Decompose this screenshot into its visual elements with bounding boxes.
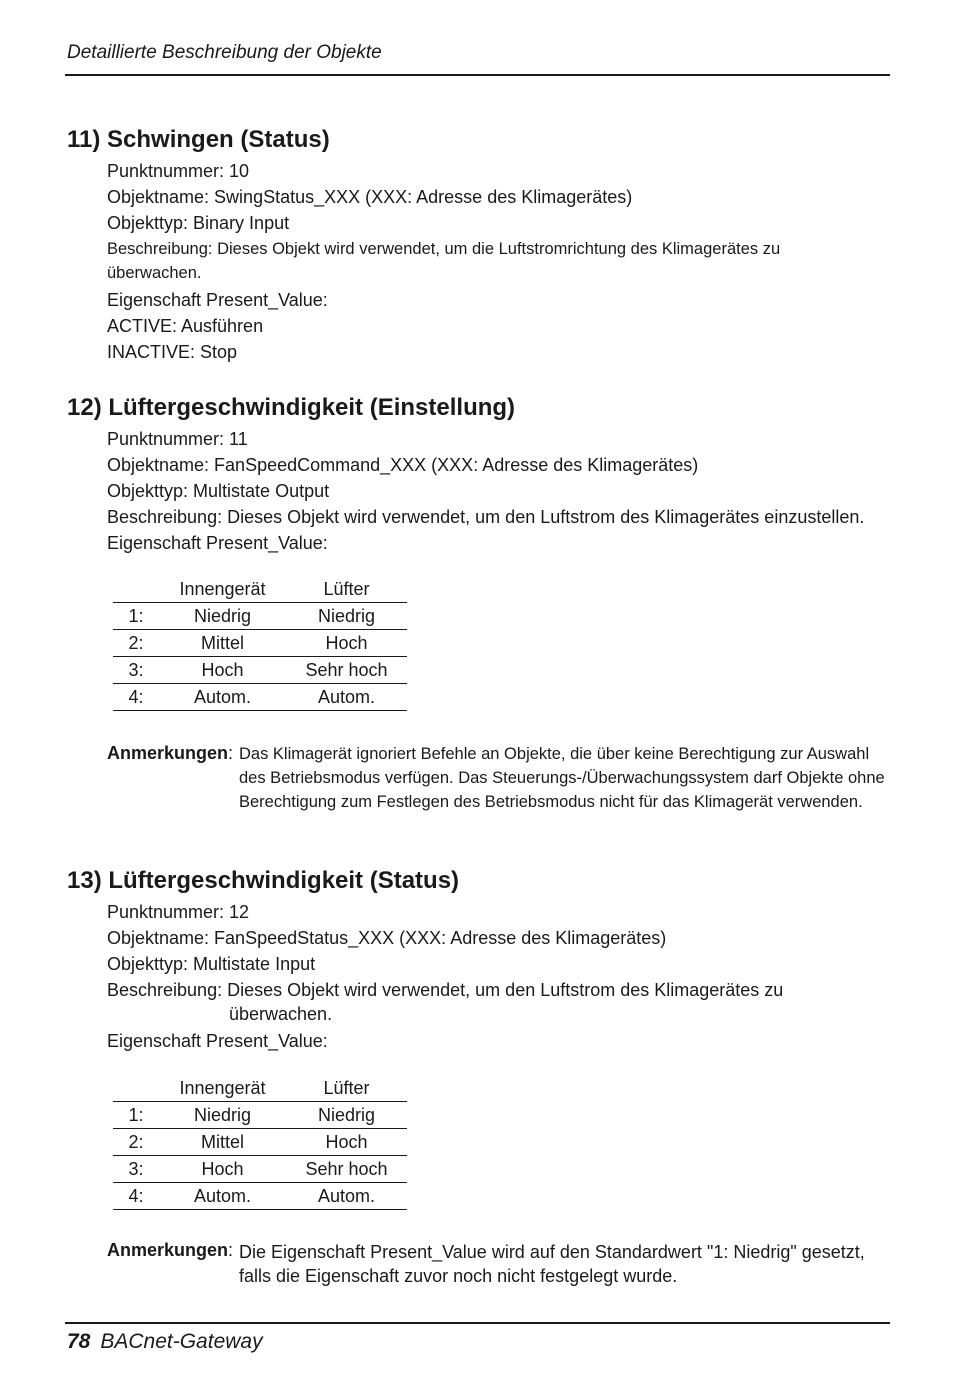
section-11-active: ACTIVE: Ausführen — [107, 316, 264, 336]
section-13-description-2: überwachen. — [229, 1004, 333, 1024]
table-cell: Sehr hoch — [286, 1156, 407, 1183]
table-cell: Autom. — [159, 684, 286, 711]
table-row — [113, 657, 407, 684]
table-cell: Mittel — [159, 1129, 286, 1156]
table-cell: Sehr hoch — [286, 657, 407, 684]
section-11-point: Punktnummer: 10 — [107, 161, 250, 181]
table-cell: Hoch — [286, 1129, 407, 1156]
running-header: Detaillierte Beschreibung der Objekte — [67, 42, 382, 63]
table-row — [113, 630, 407, 657]
table-row — [113, 1129, 407, 1156]
table-cell: Hoch — [159, 1156, 286, 1183]
table-header-fan: Lüfter — [286, 576, 407, 603]
section-12-property: Eigenschaft Present_Value: — [107, 533, 328, 553]
table-row — [113, 684, 407, 711]
table-cell: 1: — [113, 1102, 159, 1129]
section-11-description-1: Beschreibung: Dieses Objekt wird verwendet, um die Luftstromrichtung des Klimagerätes zu — [107, 240, 781, 258]
section-12-heading: 12) Lüftergeschwindigkeit (Einstellung) — [67, 394, 516, 421]
table-cell: 2: — [113, 1129, 159, 1156]
table-cell: 4: — [113, 684, 159, 711]
table-header-number — [113, 1075, 159, 1102]
section-13-description-1: Beschreibung: Dieses Objekt wird verwendet, um den Luftstrom des Klimagerätes zu — [107, 980, 784, 1000]
table-cell: Hoch — [159, 657, 286, 684]
section-11-property: Eigenschaft Present_Value: — [107, 290, 328, 310]
section-13-object-type: Objekttyp: Multistate Input — [107, 954, 316, 974]
table-cell: Hoch — [286, 630, 407, 657]
footer-title: BACnet-Gateway — [100, 1330, 263, 1353]
section-13-note-label — [107, 1240, 233, 1261]
section-11-description-2: überwachen. — [107, 264, 202, 282]
table-header-fan: Lüfter — [286, 1075, 407, 1102]
section-12-fan-table — [113, 576, 407, 711]
section-11-inactive: INACTIVE: Stop — [107, 342, 238, 362]
section-12-object-name: Objektname: FanSpeedCommand_XXX (XXX: Adresse des Klimagerätes) — [107, 455, 699, 475]
table-header-indoor: Innengerät — [159, 1075, 286, 1102]
note-label-text: Anmerkungen — [107, 743, 229, 763]
section-12-object-type: Objekttyp: Multistate Output — [107, 481, 330, 501]
table-cell: Autom. — [286, 1183, 407, 1210]
table-cell: Mittel — [159, 630, 286, 657]
table-row — [113, 603, 407, 630]
table-cell: Niedrig — [159, 603, 286, 630]
section-13-point: Punktnummer: 12 — [107, 902, 250, 922]
table-cell: Niedrig — [159, 1102, 286, 1129]
section-12-note-text: Das Klimagerät ignoriert Befehle an Objekte, die über keine Berechtigung zur Auswahl des Betriebsmodus verfügen. Das Steuerungs-/Überwachungssystem darf Objekte ohne Berechtigung zum Festlegen des Betriebsmodus nicht für das Klimagerät verwenden. — [239, 745, 885, 811]
section-12-note-label — [107, 743, 233, 764]
section-12-description: Beschreibung: Dieses Objekt wird verwendet, um den Luftstrom des Klimagerätes einzustellen. — [107, 507, 865, 527]
note-colon: : — [228, 1240, 234, 1260]
note-colon: : — [228, 743, 234, 763]
table-cell: 2: — [113, 630, 159, 657]
table-cell: Autom. — [159, 1183, 286, 1210]
page-number: 78 — [67, 1330, 91, 1353]
section-13-object-name: Objektname: FanSpeedStatus_XXX (XXX: Adresse des Klimagerätes) — [107, 928, 667, 948]
table-cell: Autom. — [286, 684, 407, 711]
table-cell: Niedrig — [286, 1102, 407, 1129]
section-12-point: Punktnummer: 11 — [107, 429, 248, 449]
table-header-indoor: Innengerät — [159, 576, 286, 603]
table-header-number — [113, 576, 159, 603]
section-13-heading: 13) Lüftergeschwindigkeit (Status) — [67, 867, 460, 894]
table-cell: 3: — [113, 657, 159, 684]
footer-rule — [65, 1322, 890, 1324]
table-row — [113, 1156, 407, 1183]
table-cell: 3: — [113, 1156, 159, 1183]
table-row — [113, 1183, 407, 1210]
section-13-property: Eigenschaft Present_Value: — [107, 1031, 328, 1051]
page-footer — [67, 1330, 263, 1354]
note-label-text: Anmerkungen — [107, 1240, 229, 1260]
section-11-object-name: Objektname: SwingStatus_XXX (XXX: Adresse des Klimagerätes) — [107, 187, 633, 207]
table-cell: 4: — [113, 1183, 159, 1210]
table-cell: Niedrig — [286, 603, 407, 630]
section-13-note-text: Die Eigenschaft Present_Value wird auf den Standardwert "1: Niedrig" gesetzt, falls die Eigenschaft zuvor noch nicht festgelegt wurde. — [239, 1242, 865, 1286]
table-row — [113, 1102, 407, 1129]
header-rule — [65, 74, 890, 76]
section-11-object-type: Objekttyp: Binary Input — [107, 213, 290, 233]
table-cell: 1: — [113, 603, 159, 630]
section-11-heading: 11) Schwingen (Status) — [67, 126, 330, 153]
section-13-fan-table — [113, 1075, 407, 1210]
